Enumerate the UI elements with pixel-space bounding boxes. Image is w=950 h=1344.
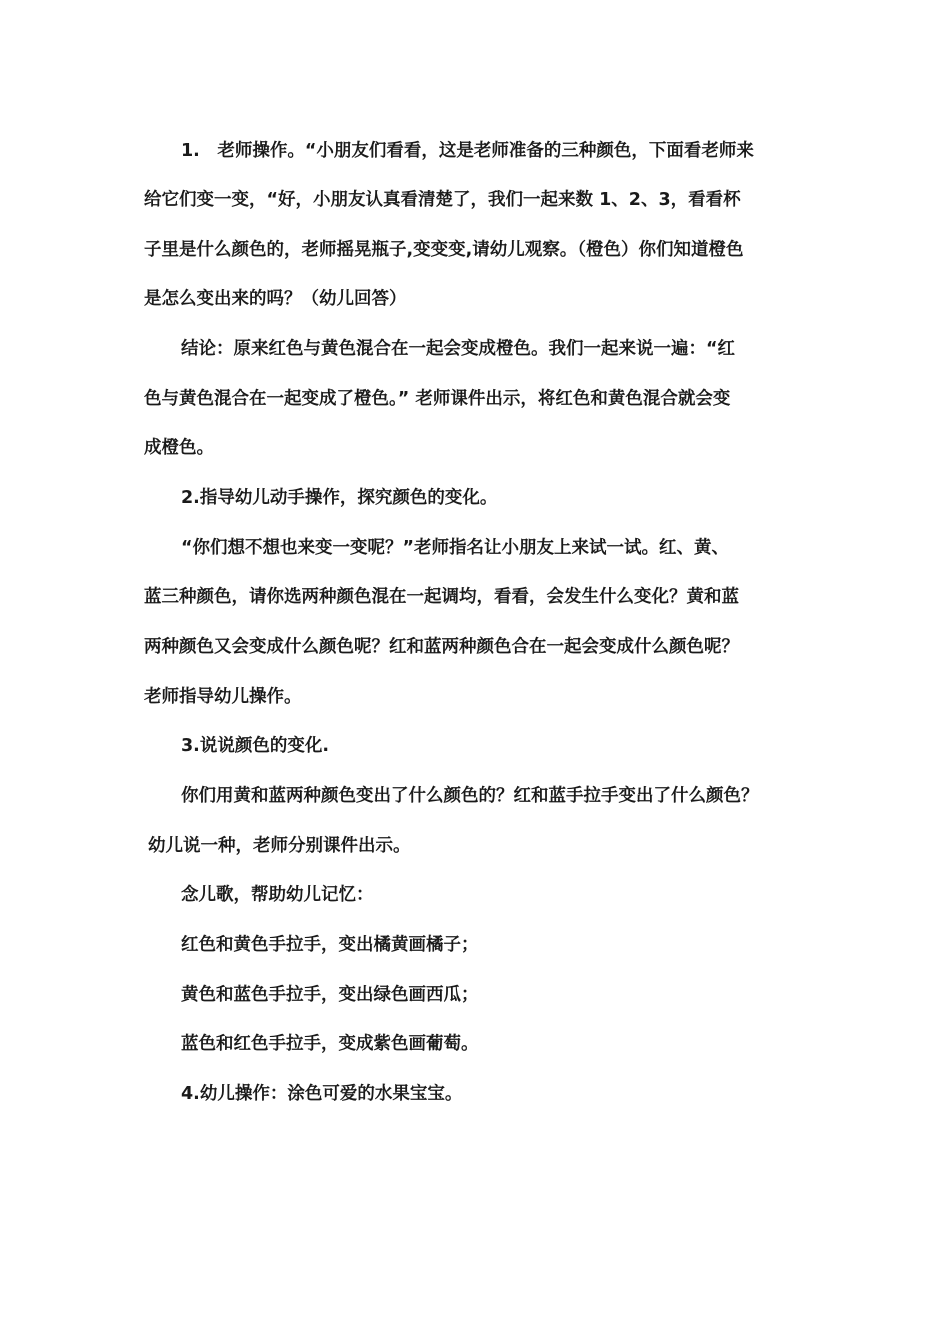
section-heading: 4.幼儿操作：涂色可爱的水果宝宝。 — [181, 1084, 463, 1104]
text-line: 老师指导幼儿操作。 — [144, 687, 302, 707]
text-line: 色与黄色混合在一起变成了橙色。” 老师课件出示，将红色和黄色混合就会变 — [144, 389, 731, 409]
rhyme-line: 蓝色和红色手拉手，变成紫色画葡萄。 — [181, 1034, 479, 1054]
text-line: 两种颜色又会变成什么颜色呢？红和蓝两种颜色合在一起会变成什么颜色呢？ — [144, 637, 739, 657]
text-line: 你们用黄和蓝两种颜色变出了什么颜色的？红和蓝手拉手变出了什么颜色？ — [181, 786, 759, 806]
text-line: 1. 老师操作。“小朋友们看看，这是老师准备的三种颜色，下面看老师来 — [181, 141, 754, 161]
text-line: 成橙色。 — [144, 438, 214, 458]
rhyme-line: 黄色和蓝色手拉手，变出绿色画西瓜； — [181, 985, 479, 1005]
text-line: 蓝三种颜色，请你选两种颜色混在一起调均，看看，会发生什么变化？黄和蓝 — [144, 587, 739, 607]
text-line: 幼儿说一种，老师分别课件出示。 — [148, 836, 411, 856]
text-line: 子里是什么颜色的，老师摇晃瓶子,变变变,请幼儿观察。（橙色）你们知道橙色 — [144, 240, 744, 260]
text-line: 念儿歌，帮助幼儿记忆： — [181, 885, 374, 905]
text-line: 是怎么变出来的吗？（幼儿回答） — [144, 289, 407, 309]
text-line: “你们想不想也来变一变呢？”老师指名让小朋友上来试一试。红、黄、 — [181, 538, 730, 558]
section-heading: 3.说说颜色的变化. — [181, 736, 329, 756]
rhyme-line: 红色和黄色手拉手，变出橘黄画橘子； — [181, 935, 479, 955]
text-line: 结论：原来红色与黄色混合在一起会变成橙色。我们一起来说一遍：“红 — [181, 339, 735, 359]
section-heading: 2.指导幼儿动手操作，探究颜色的变化。 — [181, 488, 498, 508]
text-line: 给它们变一变，“好，小朋友认真看清楚了，我们一起来数 1、2、3，看看杯 — [144, 190, 741, 210]
